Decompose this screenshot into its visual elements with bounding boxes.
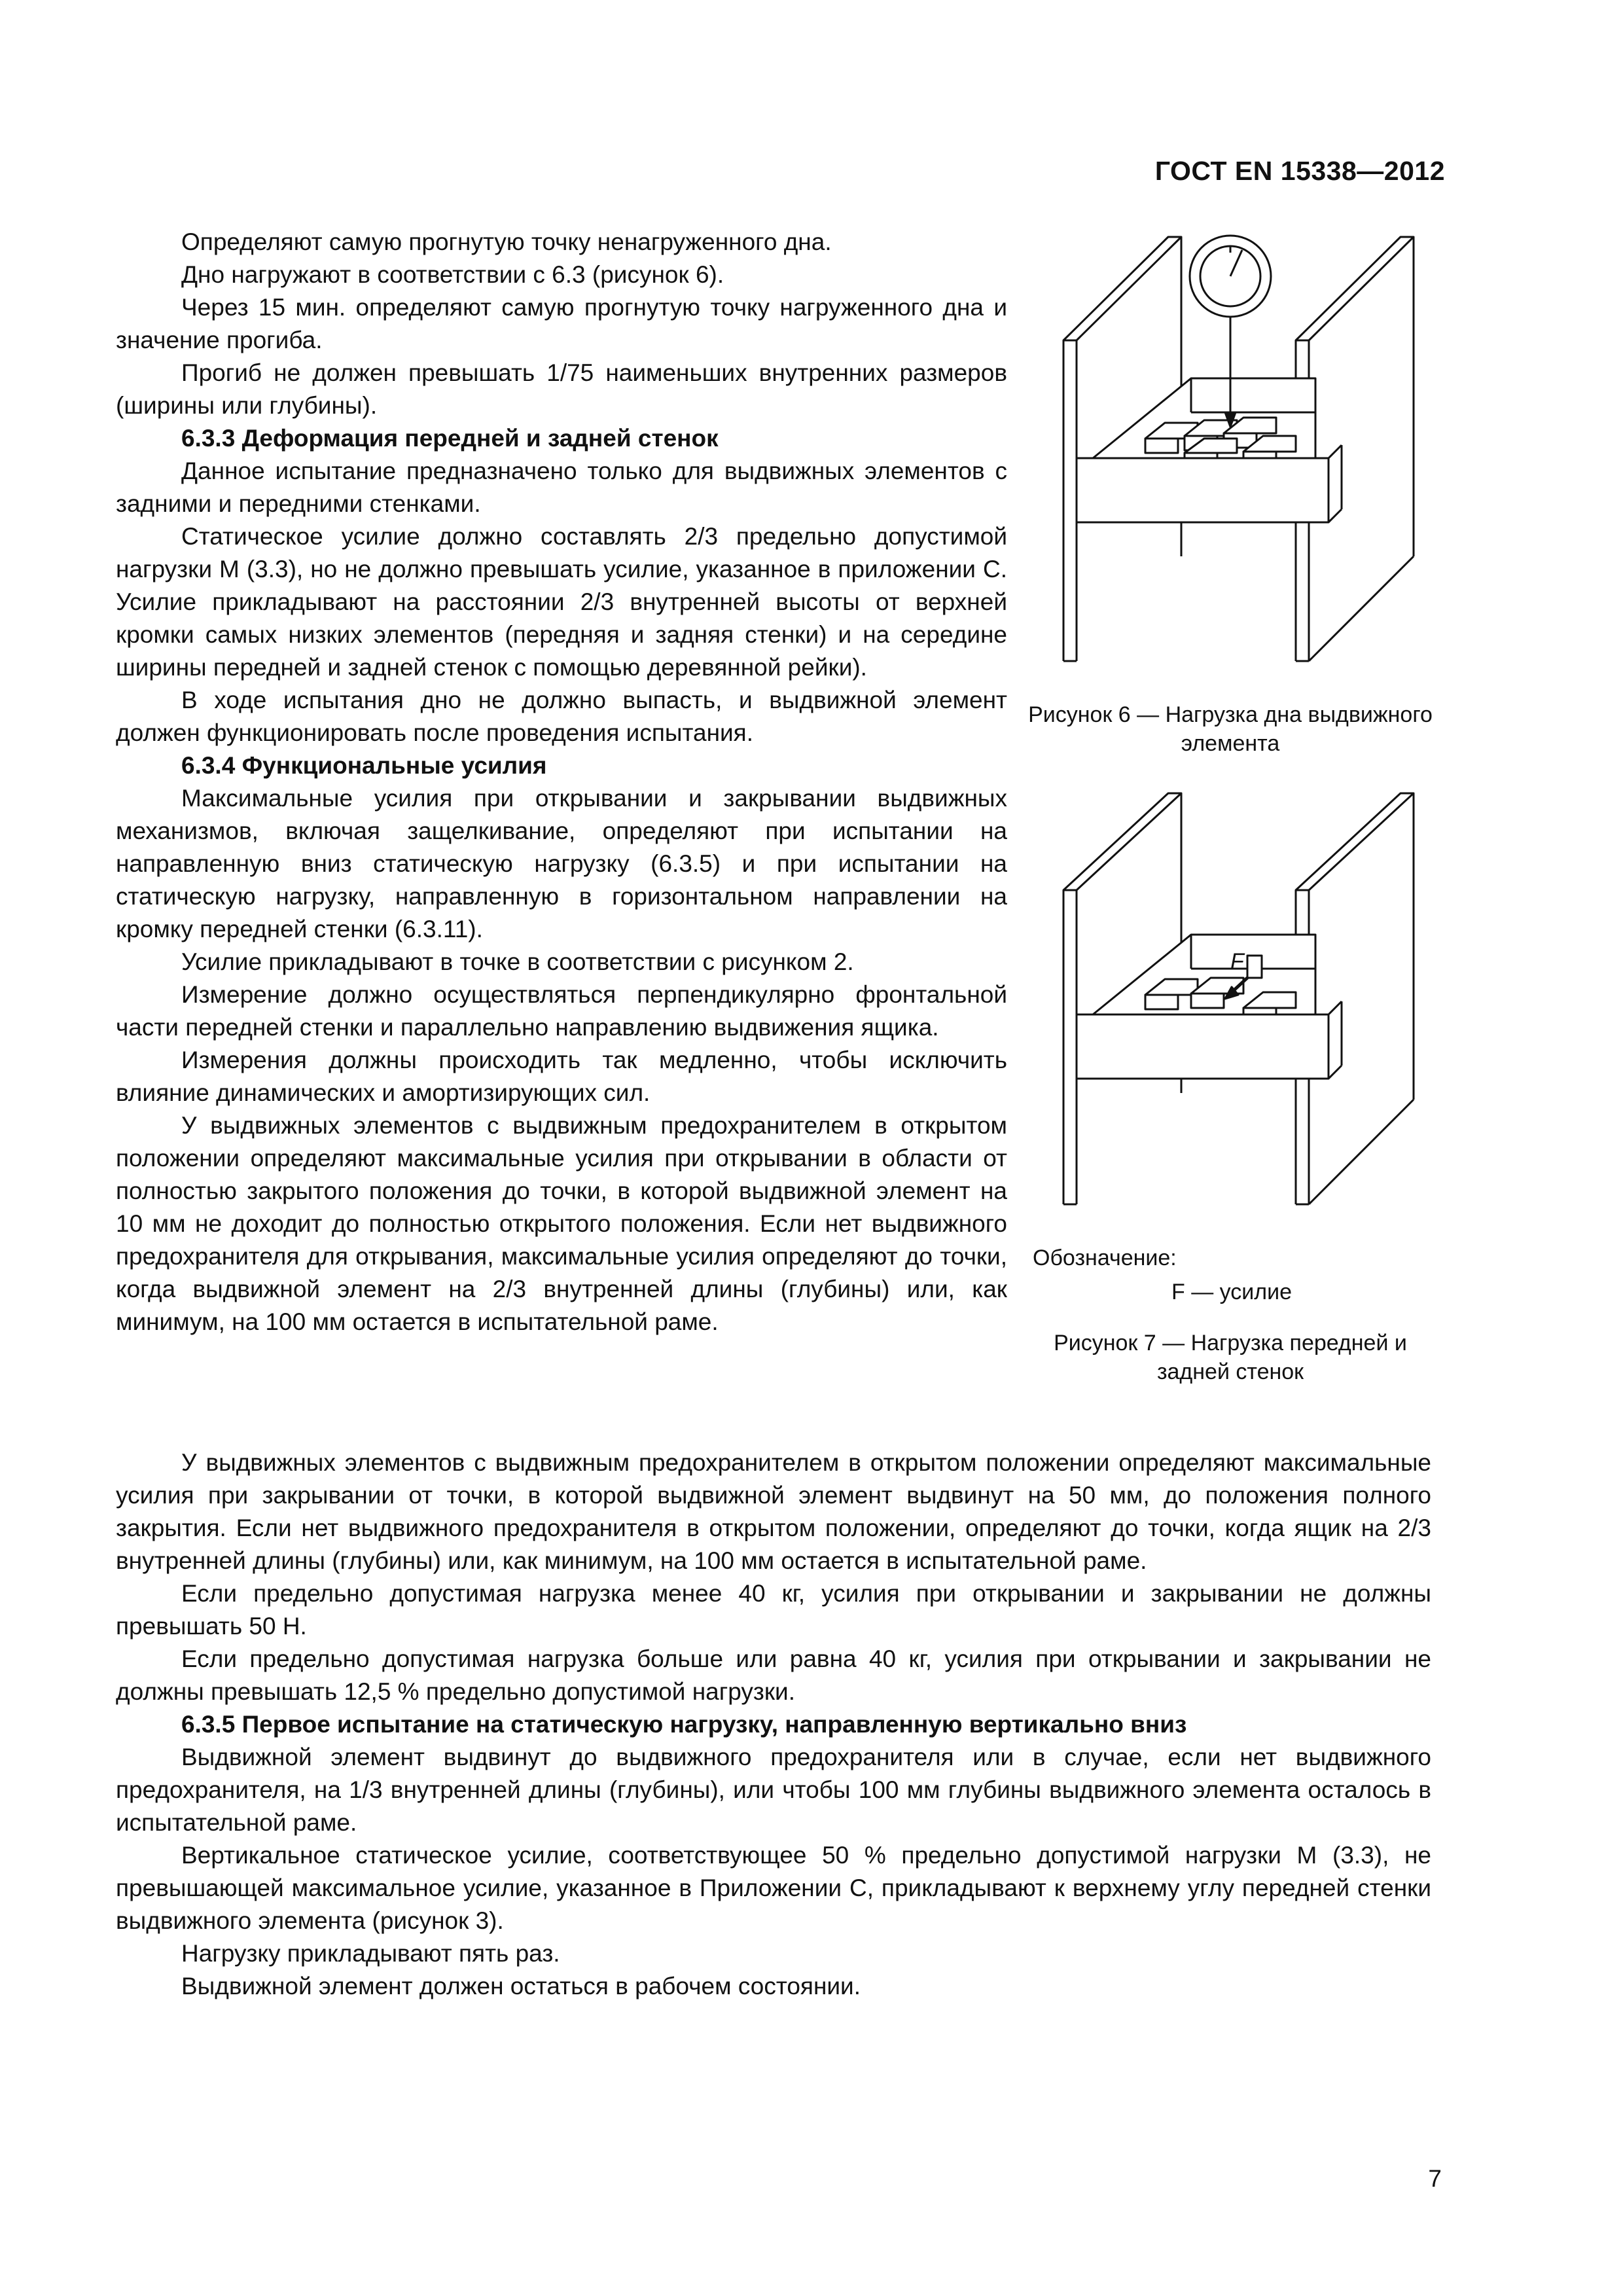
figure-6 bbox=[1034, 216, 1440, 674]
figure-7 bbox=[1034, 785, 1440, 1217]
drawer-floor-load-illustration bbox=[1034, 216, 1440, 674]
paragraph: Измерение должно осуществляться перпендикулярно фронтальной части передней стенки и параллельно направлению выдвижения ящика. bbox=[116, 981, 1007, 1041]
paragraph: Определяют самую прогнутую точку ненагруженного дна. bbox=[181, 228, 832, 255]
paragraph: У выдвижных элементов с выдвижным предохранителем в открытом положении определяют максимальные усилия при открывании в области от полностью закрытого положения до точки, в которой выдвижной элемент на 10 мм не доходит до полностью открытого положения. Если нет выдвижного предохранителя для открывания, максимальные усилия определяют до точки, когда выдвижной элемент на 2/3 внутренней длины (глубины) или, как минимум, на 100 мм остается в испытательной раме. bbox=[116, 1112, 1007, 1335]
paragraph: В ходе испытания дно не должно выпасть, и выдвижной элемент должен функционировать после проведения испытания. bbox=[116, 687, 1007, 746]
left-text-column bbox=[116, 226, 1007, 1338]
section-heading-6-3-3: 6.3.3 Деформация передней и задней стенок bbox=[181, 425, 719, 452]
paragraph: Статическое усилие должно составлять 2/3 предельно допустимой нагрузки M (3.3), но не должно превышать усилие, указанное в приложении С. Усилие прикладывают на расстоянии 2/3 внутренней высоты от верхней кромки самых низких элементов (передняя и задняя стенки) и на середине ширины передней и задней стенок с помощью деревянной рейки). bbox=[116, 523, 1007, 681]
section-heading-6-3-5: 6.3.5 Первое испытание на статическую нагрузку, направленную вертикально вниз bbox=[181, 1711, 1187, 1738]
paragraph: Дно нагружают в соответствии с 6.3 (рисунок 6). bbox=[181, 261, 724, 288]
paragraph: Выдвижной элемент выдвинут до выдвижного предохранителя или в случае, если нет выдвижного предохранителя, на 1/3 внутренней длины (глубины), или чтобы 100 мм глубины выдвижного элемента осталось в испытательной раме. bbox=[116, 1744, 1431, 1836]
paragraph: Измерения должны происходить так медленно, чтобы исключить влияние динамических и амортизирующих сил. bbox=[116, 1047, 1007, 1106]
full-width-text bbox=[116, 1446, 1431, 2003]
figure-7-legend-title: Обозначение: bbox=[1033, 1246, 1177, 1270]
paragraph: Данное испытание предназначено только для выдвижных элементов с задними и передними стенками. bbox=[116, 457, 1007, 517]
paragraph: Максимальные усилия при открывании и закрывании выдвижных механизмов, включая защелкивание, определяют при испытании на направленную вниз статическую нагрузку (6.3.5) и при испытании на статическую нагрузку, направленную в горизонтальном направлении на кромку передней стенки (6.3.11). bbox=[116, 785, 1007, 942]
figure-7-legend-item: F — усилие bbox=[1171, 1280, 1293, 1304]
drawer-wall-load-illustration bbox=[1034, 785, 1440, 1217]
figure-7-caption: Рисунок 7 — Нагрузка передней и задней стенок bbox=[1054, 1331, 1407, 1384]
figure-6-caption: Рисунок 6 — Нагрузка дна выдвижного элемента bbox=[1028, 702, 1433, 756]
paragraph: Если предельно допустимая нагрузка больше или равна 40 кг, усилия при открывании и закрывании не должны превышать 12,5 % предельно допустимой нагрузки. bbox=[116, 1645, 1431, 1705]
force-label: F bbox=[1230, 949, 1244, 974]
paragraph: У выдвижных элементов с выдвижным предохранителем в открытом положении определяют максимальные усилия при закрывании от точки, в которой выдвижной элемент выдвинут на 50 мм, до положения полного закрытия. Если нет выдвижного предохранителя в открытом положении, определяют до точки, когда ящик на 2/3 внутренней длины (глубины) или, как минимум, на 100 мм остается в испытательной раме. bbox=[116, 1449, 1431, 1574]
paragraph: Усилие прикладывают в точке в соответствии с рисунком 2. bbox=[181, 948, 854, 975]
paragraph: Если предельно допустимая нагрузка менее 40 кг, усилия при открывании и закрывании не должны превышать 50 Н. bbox=[116, 1580, 1431, 1640]
paragraph: Прогиб не должен превышать 1/75 наименьших внутренних размеров (ширины или глубины). bbox=[116, 359, 1007, 419]
paragraph: Через 15 мин. определяют самую прогнутую точку нагруженного дна и значение прогиба. bbox=[116, 294, 1007, 353]
paragraph: Вертикальное статическое усилие, соответствующее 50 % предельно допустимой нагрузки M (3.3), не превышающей максимальное усилие, указанное в Приложении С, прикладывают к верхнему углу передней стенки выдвижного элемента (рисунок 3). bbox=[116, 1842, 1431, 1934]
section-heading-6-3-4: 6.3.4 Функциональные усилия bbox=[181, 752, 547, 779]
page-number: 7 bbox=[1428, 2165, 1442, 2192]
paragraph: Нагрузку прикладывают пять раз. bbox=[181, 1940, 560, 1967]
paragraph: Выдвижной элемент должен остаться в рабочем состоянии. bbox=[181, 1973, 861, 2000]
standard-header: ГОСТ EN 15338—2012 bbox=[1154, 156, 1445, 186]
